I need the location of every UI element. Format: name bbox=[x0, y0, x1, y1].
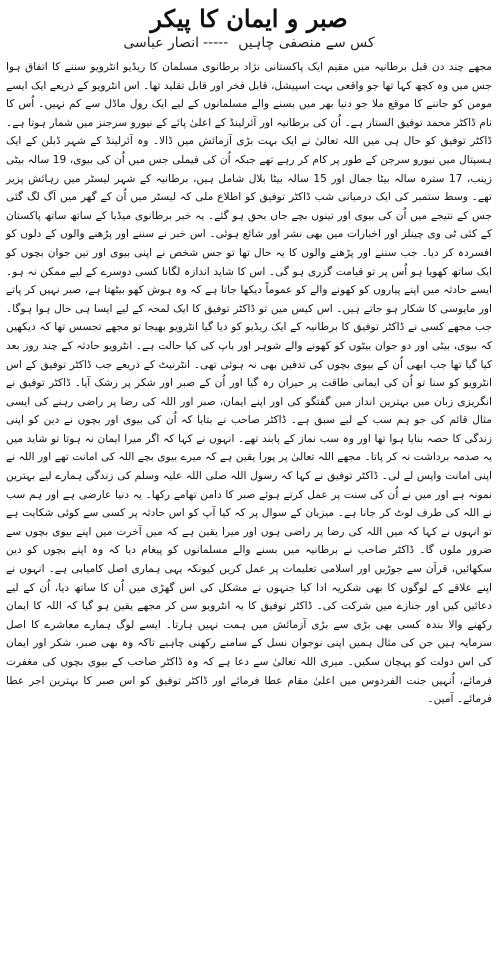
column-tagline: کس سے منصفی چاہیں bbox=[238, 35, 375, 51]
article-paragraph: مجھے چند دن قبل برطانیہ میں مقیم ایک پاکستانی نژاد برطانوی مسلمان کا ریڈیو انٹرویو سننے کا اتفاق ہوا جس میں وہ کچھ کہا تھا جو واقعی بہت اسپیشل، قابل فخر اور قابل تقلید تھا۔ اس انٹرویو کے ذریعے ایک ایسے مومن کو جاننے کا موقع ملا جو دنیا بھر میں بسنے والے مسلمانوں کے لیے ایک رول ماڈل سے کم نہیں۔ اُس کا نام ڈاکٹر محمد توفیق الستار ہے۔ اُن کی برطانیہ اور آئرلینڈ کے اعلیٰ پائے کے نیورو سرجنز میں شمار ہوتا ہے۔ ڈاکٹر توفیق کو حال ہی میں اللہ تعالیٰ نے ایک بہت بڑی آزمائش میں ڈالا۔ وہ آئرلینڈ کے شہر ڈبلن کے ایک ہسپتال میں نیورو سرجن کے طور پر کام کر رہے تھے جبکہ اُن کی فیملی جس میں اُن کی بیوی، 19 سالہ بیٹی زینب، 17 سترہ سالہ بیٹا جمال اور 15 سالہ بیٹا بلال شامل ہیں، برطانیہ کے شہر لیسٹر میں رہائش پزیر تھے۔ وسط ستمبر کی ایک درمیانی شب ڈاکٹر توفیق کو اطلاع ملی کہ لیسٹر میں اُن کے گھر میں آگ لگ گئی جس کے نتیجے میں اُن کی بیوی اور تینوں بچے جاں بحق ہو گئے۔ یہ خبر برطانوی میڈیا کے ساتھ ساتھ پاکستان کے کئی ٹی وی چینلز اور اخبارات میں بھی نشر اور شائع ہوئی۔ اس خبر نے سننے اور پڑھنے والوں کے دلوں کو افسردہ کر دیا۔ جب سننے اور پڑھنے والوں کا یہ حال تھا تو جس شخص نے اپنی بیوی اور تین جوان بچوں کو ایک ساتھ کھویا ہو اُس پر تو قیامت گزری ہو گی۔ اس کا شاید اندازہ لگانا کسی دوسرے کے لیے ممکن نہ ہو۔ ایسے حادثہ میں اپنے پیاروں کو کھونے والے کو عموماً دیکھا جاتا ہے کہ وہ ہوش کھو بیٹھتا ہے، صبر نہیں کر پاتے اور مایوسی کا شکار ہو جاتے ہیں۔ اس کیس میں تو ڈاکٹر توفیق کا ایک لمحہ کے لیے ایسا ہی حال ہوا ہوگا۔ جب مجھے کسی نے ڈاکٹر توفیق کا برطانیہ کے ایک ریڈیو کو دیا گیا انٹرویو بھیجا تو مجھے تجسس تھا کہ دیکھیں کہ بیوی، بیٹی اور دو جوان بیٹوں کو کھونے والے شوہر اور باپ کی کیا حالت ہے۔ انٹرویو حادثہ کے چند روز بعد کیا گیا تھا جب ابھی اُن کے بیوی بچوں کی تدفین بھی نہ ہوئی تھی۔ انٹرنیٹ کے ذریعے جب ڈاکٹر توفیق کے اس انٹرویو کو سنا تو اُن کی ایمانی طاقت پر حیران رہ گیا اور اُن کے صبر اور شکر پر رشک آیا۔ ڈاکٹر توفیق نے انگریزی زبان میں بہترین انداز میں گفتگو کی اور اپنے ایمان، صبر اور اللہ کی رضا پر راضی رہنے کی ایسی مثال قائم کی جو ہم سب کے لیے سبق ہے۔ ڈاکٹر صاحب نے بتایا کہ اُن کی بیوی اور بچوں نے دین کو اپنی زندگی کا حصہ بنایا ہوا تھا اور وہ سب نماز کے پابند تھے۔ انہوں نے کہا کہ اگر میرا ایمان نہ ہوتا تو شاید میں یہ صدمہ برداشت نہ کر پاتا۔ مجھے اللہ تعالیٰ پر پورا یقین ہے کہ میرے بیوی بچے اللہ کی امانت تھے اور اللہ نے اپنی امانت واپس لے لی۔ ڈاکٹر توفیق نے کہا کہ رسول اللہ صلی اللہ علیہ وسلم کی زندگی ہمارے لیے بہترین نمونہ ہے اور میں نے اُن کی سنت پر عمل کرتے ہوئے صبر کا دامن تھامے رکھا۔ یہ دنیا عارضی ہے اور ہم سب نے اللہ کی طرف لوٹ کر جانا ہے۔ میزبان کے سوال پر کہ کیا آپ کو اس حادثہ پر کسی سے کوئی شکایت ہے تو انہوں نے کہا کہ میں اللہ کی رضا پر راضی ہوں اور میرا یقین ہے کہ میں آخرت میں اپنے بیوی بچوں سے ضرور ملوں گا۔ ڈاکٹر صاحب نے برطانیہ میں بسنے والے مسلمانوں کو پیغام دیا کہ وہ اپنے بچوں کو دین سکھائیں، قرآن سے جوڑیں اور اسلامی تعلیمات پر عمل کریں کیونکہ یہی ہماری اصل کامیابی ہے۔ انہوں نے اپنے علاقے کے لوگوں کا بھی شکریہ ادا کیا جنہوں نے مشکل کی اس گھڑی میں اُن کا ساتھ دیا، اُن کے لیے دعائیں کیں اور جنازے میں شرکت کی۔ ڈاکٹر توفیق کا یہ انٹرویو سن کر مجھے یقین ہو گیا کہ اللہ کا ایمان رکھنے والا بندہ کسی بھی بڑی سے بڑی آزمائش میں ہمت نہیں ہارتا۔ ایسے لوگ ہمارے معاشرے کا اصل سرمایہ ہیں جن کی مثال ہمیں اپنی نوجوان نسل کے سامنے رکھنی چاہیے تاکہ وہ بھی صبر، شکر اور ایمان کی اس دولت کو پہچان سکیں۔ میری اللہ تعالیٰ سے دعا ہے کہ وہ ڈاکٹر صاحب کے بیوی بچوں کی مغفرت فرمائے، اُنہیں جنت الفردوس میں اعلیٰ مقام عطا فرمائے اور ڈاکٹر توفیق کو اس صبر کا بہترین اجر عطا فرمائے۔ آمین۔ bbox=[6, 61, 493, 706]
byline-separator: ----- bbox=[202, 35, 229, 51]
article-body bbox=[6, 58, 492, 709]
byline bbox=[6, 34, 492, 52]
article-title: صبر و ایمان کا پیکر bbox=[150, 4, 348, 33]
author-name: انصار عباسی bbox=[123, 35, 199, 51]
